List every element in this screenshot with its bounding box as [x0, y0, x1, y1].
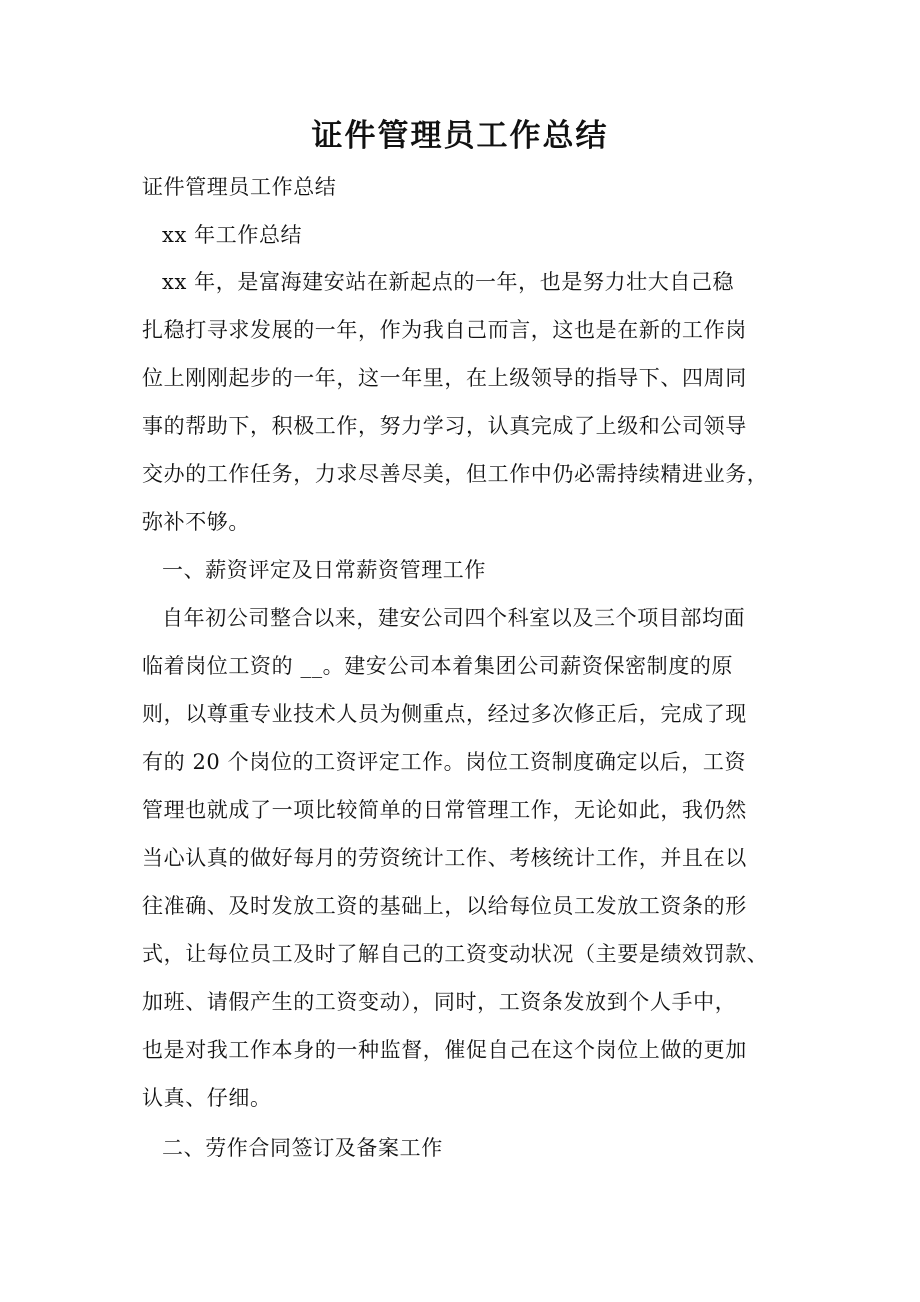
section1-line-2: 临着岗位工资的 __。建安公司本着集团公司薪资保密制度的原 [142, 654, 734, 678]
intro-line-4: 事的帮助下，积极工作，努力学习，认真完成了上级和公司领导 [142, 414, 747, 438]
section1-line-5: 管理也就成了一项比较简单的日常管理工作，无论如此，我仍然 [142, 798, 747, 822]
intro-line-2: 扎稳打寻求发展的一年，作为我自己而言，这也是在新的工作岗 [142, 318, 747, 342]
intro-line-6: 弥补不够。 [142, 510, 250, 534]
section1-line-11: 认真、仔细。 [142, 1086, 272, 1110]
document-subtitle: 证件管理员工作总结 [142, 175, 337, 199]
section1-line-9: 加班、请假产生的工资变动），同时，工资条发放到个人手中， [142, 990, 737, 1014]
section1-line-4: 有的 20 个岗位的工资评定工作。岗位工资制度确定以后，工资 [142, 750, 747, 774]
intro-line-1: xx 年，是富海建安站在新起点的一年，也是努力壮大自己稳 [162, 270, 735, 294]
section1-line-10: 也是对我工作本身的一种监督，催促自己在这个岗位上做的更加 [142, 1038, 747, 1062]
section1-line-7: 往准确、及时发放工资的基础上，以给每位员工发放工资条的形 [142, 894, 747, 918]
section1-heading: 一、薪资评定及日常薪资管理工作 [162, 558, 486, 582]
section2-heading: 二、劳作合同签订及备案工作 [162, 1136, 443, 1160]
intro-line-5: 交办的工作任务，力求尽善尽美，但工作中仍必需持续精进业务， [142, 462, 769, 486]
section1-line-8: 式，让每位员工及时了解自己的工资变动状况（主要是绩效罚款、 [142, 942, 769, 966]
section1-line-3: 则，以尊重专业技术人员为侧重点，经过多次修正后，完成了现 [142, 702, 747, 726]
year-heading: xx 年工作总结 [162, 223, 303, 247]
intro-line-3: 位上刚刚起步的一年，这一年里，在上级领导的指导下、四周同 [142, 366, 747, 390]
section1-line-6: 当心认真的做好每月的劳资统计工作、考核统计工作，并且在以 [142, 846, 747, 870]
document-title: 证件管理员工作总结 [311, 118, 609, 154]
section1-line-1: 自年初公司整合以来，建安公司四个科室以及三个项目部均面 [162, 606, 746, 630]
